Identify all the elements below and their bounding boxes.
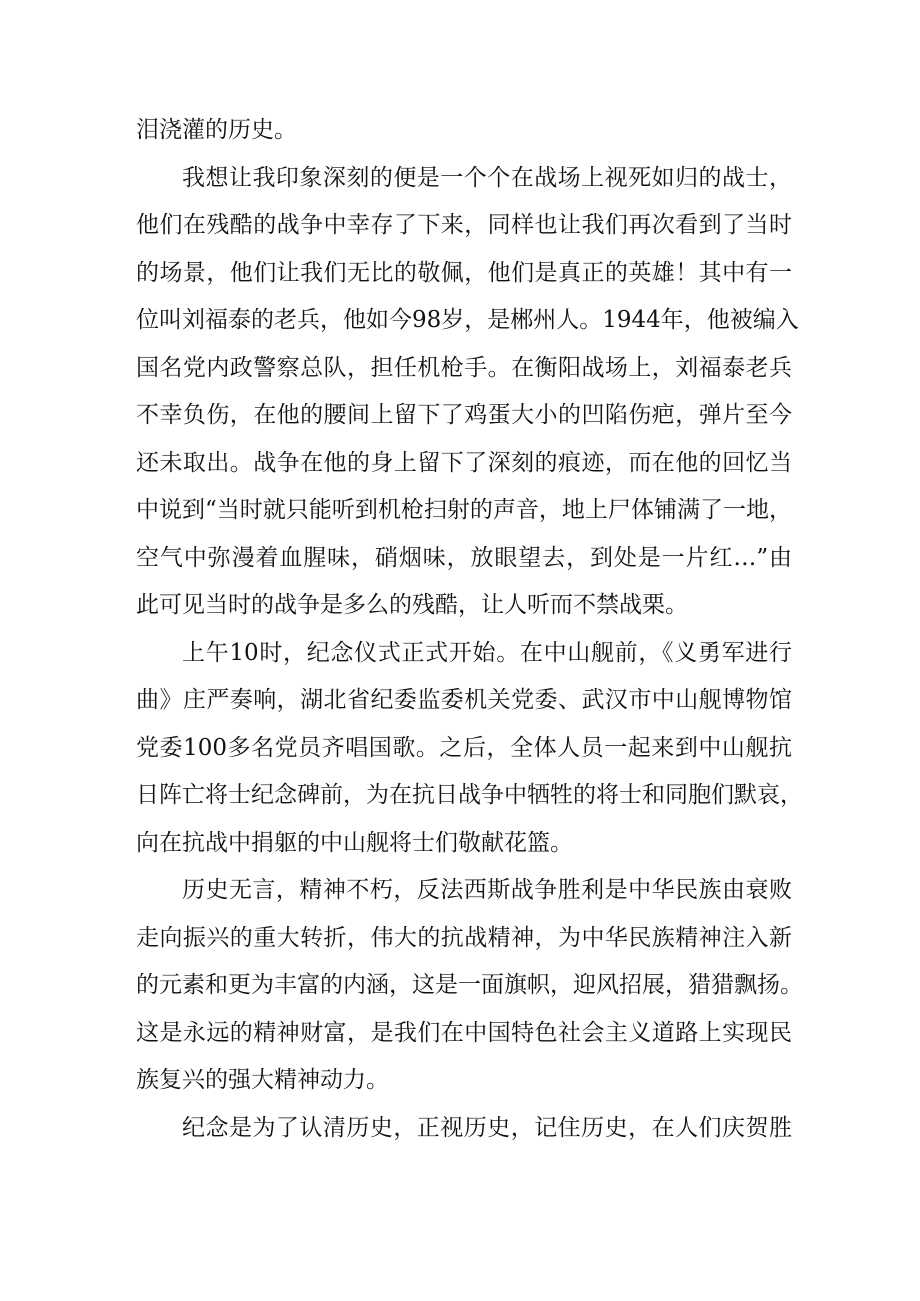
text-line: 国名党内政警察总队，担任机枪手。在衡阳战场上，刘福泰老兵 (136, 354, 792, 381)
text-line: 走向振兴的重大转折，伟大的抗战精神，为中华民族精神注入新 (136, 924, 792, 951)
text-line: 泪浇灌的历史。 (136, 117, 297, 143)
body-text (136, 107, 803, 1152)
text-line: 历史无言，精神不朽，反法西斯战争胜利是中华民族由衰败 (182, 877, 792, 903)
text-line: 向在抗战中捐躯的中山舰将士们敬献花篮。 (136, 829, 573, 856)
text-line: 纪念是为了认清历史，正视历史，记住历史，在人们庆贺胜 (182, 1114, 792, 1141)
text-line: 位叫刘福泰的老兵，他如今98岁，是郴州人。1944年，他被编入 (136, 307, 799, 333)
text-line: 党委100多名党员齐唱国歌。之后，全体人员一起来到中山舰抗 (136, 734, 792, 761)
text-line: 此可见当时的战争是多么的残酷，让人听而不禁战栗。 (136, 592, 688, 618)
text-line: 族复兴的强大精神动力。 (136, 1067, 389, 1093)
text-line: 日阵亡将士纪念碑前，为在抗日战争中牺牲的将士和同胞们默哀， (136, 782, 803, 808)
text-line: 上午10时，纪念仪式正式开始。在中山舰前，《义勇军进行 (182, 639, 792, 666)
text-line: 的元素和更为丰富的内涵，这是一面旗帜，迎风招展，猎猎飘扬。 (136, 972, 803, 998)
text-line: 不幸负伤，在他的腰间上留下了鸡蛋大小的凹陷伤疤，弹片至今 (136, 402, 792, 428)
text-line: 这是永远的精神财富，是我们在中国特色社会主义道路上实现民 (136, 1019, 792, 1046)
text-line: 曲》庄严奏响，湖北省纪委监委机关党委、武汉市中山舰博物馆 (136, 687, 792, 713)
text-line: 空气中弥漫着血腥味，硝烟味，放眼望去，到处是一片红…”由 (136, 544, 792, 571)
text-line: 我想让我印象深刻的便是一个个在战场上视死如归的战士， (182, 164, 792, 191)
text-line: 他们在残酷的战争中幸存了下来，同样也让我们再次看到了当时 (136, 212, 792, 238)
text-line: 还未取出。战争在他的身上留下了深刻的痕迹，而在他的回忆当 (136, 449, 792, 476)
text-line: 中说到“当时就只能听到机枪扫射的声音，地上尸体铺满了一地， (136, 497, 792, 523)
text-line: 的场景，他们让我们无比的敬佩，他们是真正的英雄！其中有一 (136, 259, 792, 286)
